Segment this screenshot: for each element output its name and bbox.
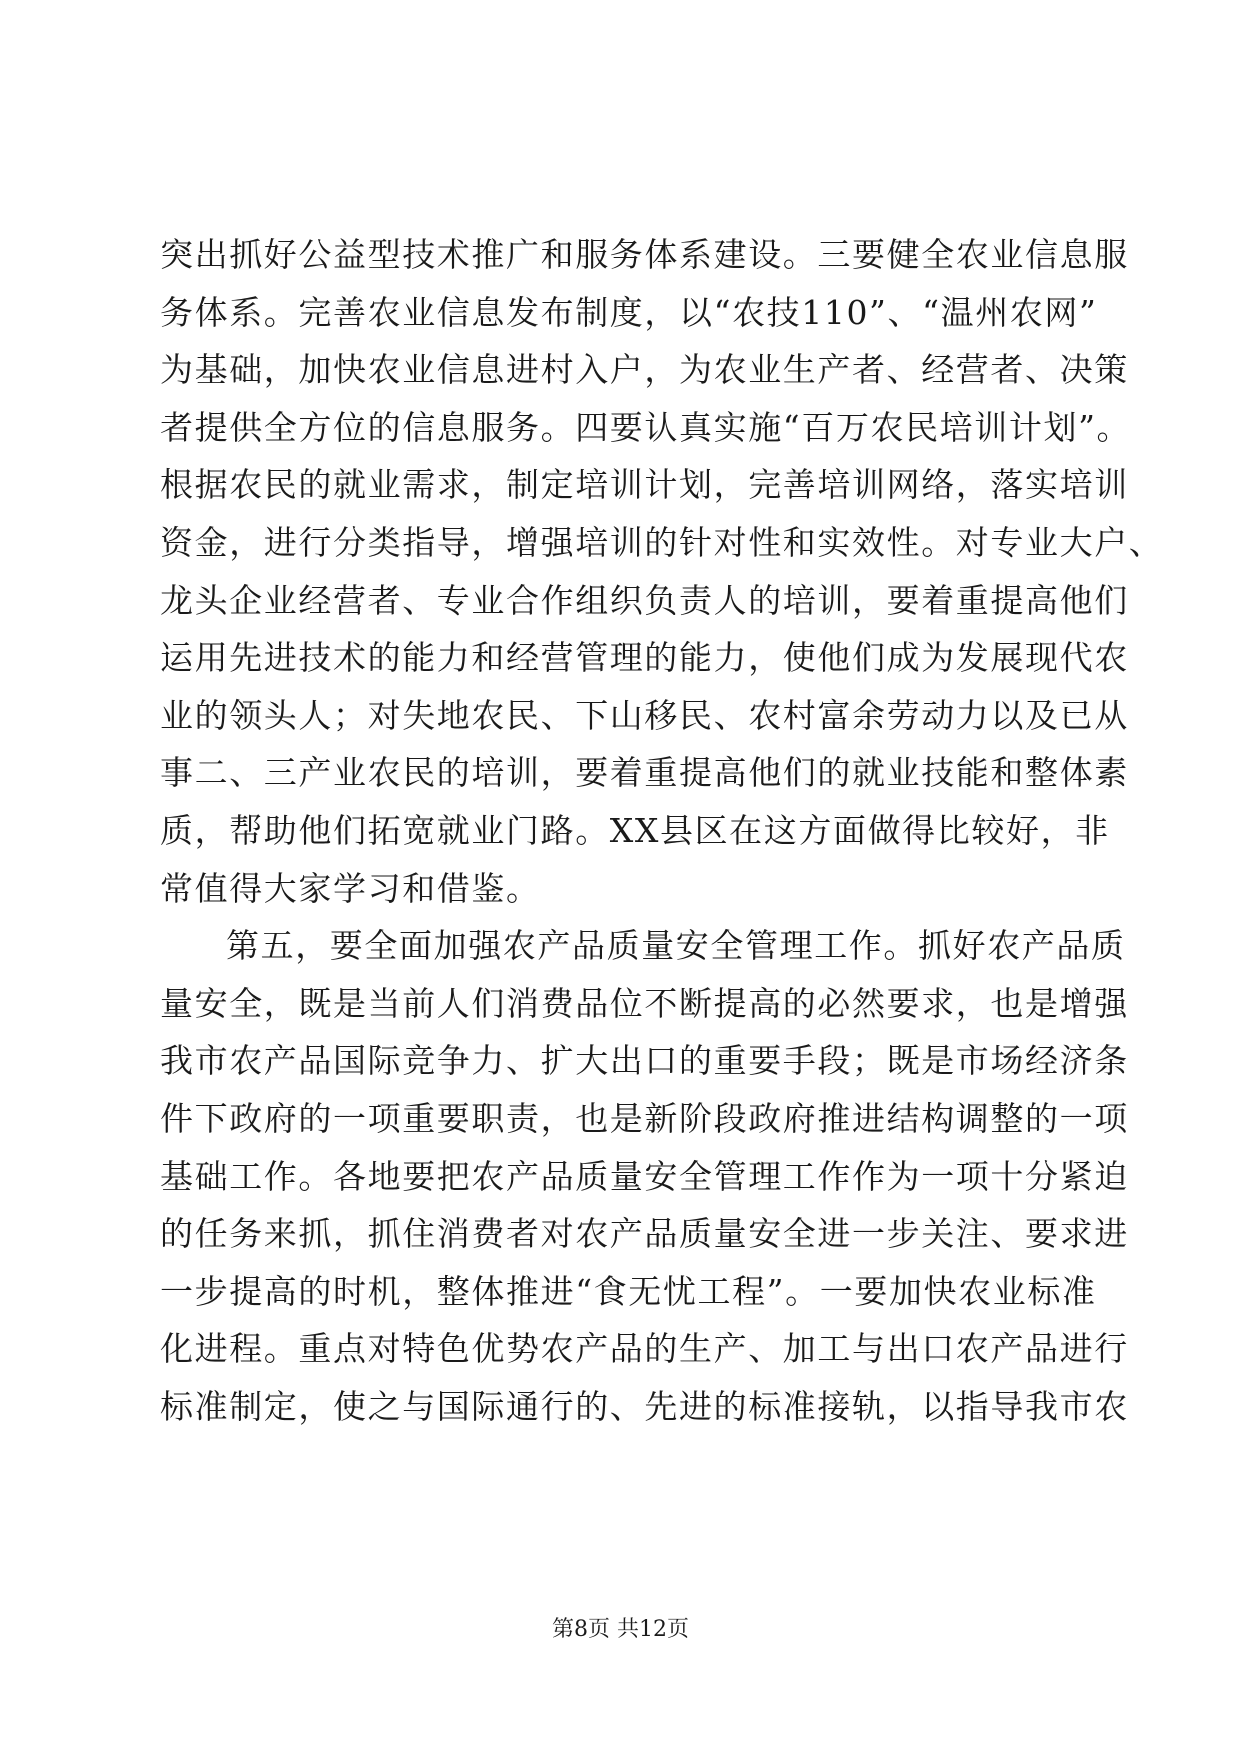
text-line: 为基础，加快农业信息进村入户，为农业生产者、经营者、决策 bbox=[160, 350, 1129, 390]
text-line: 者提供全方位的信息服务。四要认真实施“百万农民培训计划”。 bbox=[160, 407, 1132, 447]
text-line: 常值得大家学习和借鉴。 bbox=[160, 868, 541, 908]
paragraph-first-line: 第五，要全面加强农产品质量安全管理工作。抓好农产品质 bbox=[226, 926, 1126, 966]
text-line: 标准制定，使之与国际通行的、先进的标准接轨，以指导我市农 bbox=[160, 1386, 1129, 1426]
text-line: 运用先进技术的能力和经营管理的能力，使他们成为发展现代农 bbox=[160, 638, 1129, 678]
page-number-footer: 第8页 共12页 bbox=[552, 1617, 689, 1642]
text-line: 资金，进行分类指导，增强培训的针对性和实效性。对专业大户、 bbox=[160, 522, 1164, 562]
text-line: 量安全，既是当前人们消费品位不断提高的必然要求，也是增强 bbox=[160, 983, 1129, 1023]
text-line: 化进程。重点对特色优势农产品的生产、加工与出口农产品进行 bbox=[160, 1329, 1129, 1369]
text-line: 基础工作。各地要把农产品质量安全管理工作作为一项十分紧迫 bbox=[160, 1156, 1129, 1196]
text-line: 事二、三产业农民的培训，要着重提高他们的就业技能和整体素 bbox=[160, 753, 1129, 793]
text-line: 根据农民的就业需求，制定培训计划，完善培训网络，落实培训 bbox=[160, 465, 1129, 505]
text-line: 我市农产品国际竞争力、扩大出口的重要手段；既是市场经济条 bbox=[160, 1041, 1129, 1081]
text-line: 质，帮助他们拓宽就业门路。XX县区在这方面做得比较好，非 bbox=[160, 810, 1110, 850]
text-line: 的任务来抓，抓住消费者对农产品质量安全进一步关注、要求进 bbox=[160, 1214, 1129, 1254]
text-line: 业的领头人；对失地农民、下山移民、农村富余劳动力以及已从 bbox=[160, 695, 1129, 735]
body-text bbox=[160, 226, 1164, 1435]
text-line: 突出抓好公益型技术推广和服务体系建设。三要健全农业信息服 bbox=[160, 235, 1129, 274]
text-line: 龙头企业经营者、专业合作组织负责人的培训，要着重提高他们 bbox=[160, 580, 1129, 620]
text-line: 件下政府的一项重要职责，也是新阶段政府推进结构调整的一项 bbox=[160, 1098, 1129, 1138]
text-line: 一步提高的时机，整体推进“食无忧工程”。一要加快农业标准 bbox=[160, 1271, 1097, 1311]
text-line: 务体系。完善农业信息发布制度，以“农技110”、“温州农网” bbox=[160, 292, 1098, 332]
